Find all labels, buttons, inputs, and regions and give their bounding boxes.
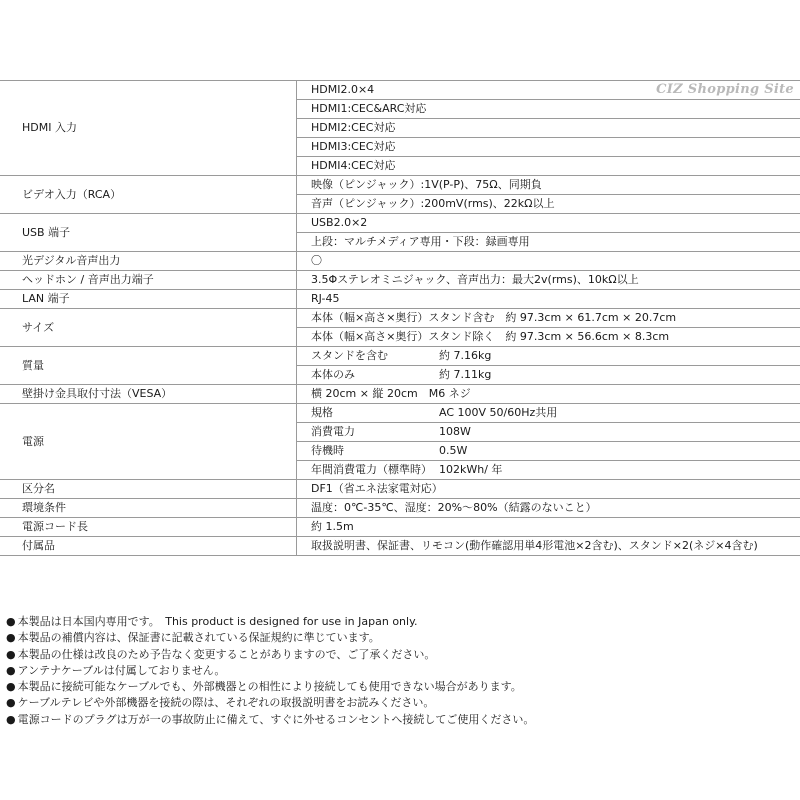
spec-value <box>297 480 800 499</box>
spec-label: 質量 <box>0 347 297 385</box>
spec-row <box>0 252 800 271</box>
spec-value <box>297 176 800 195</box>
notes-list <box>6 614 534 728</box>
spec-value-text: HDMI4:CEC対応 <box>311 159 396 172</box>
note-item: ● 本製品に接続可能なケーブルでも、外部機器との相性により接続しても使用できない場合があります。 <box>6 679 534 695</box>
spec-value-text: 映像（ピンジャック）:1V(P-P)、75Ω、同期負 <box>311 178 542 191</box>
spec-label: 電源コード長 <box>0 518 297 537</box>
spec-value <box>297 233 800 252</box>
spec-sub-label: 規格 <box>311 406 333 419</box>
spec-value <box>297 423 800 442</box>
spec-value <box>297 537 800 556</box>
spec-value <box>297 271 800 290</box>
spec-value <box>297 442 800 461</box>
spec-value-text: 約 7.11kg <box>439 368 492 381</box>
spec-label: LAN 端子 <box>0 290 297 309</box>
spec-value <box>297 214 800 233</box>
spec-value-text: 本体（幅×高さ×奥行）スタンド除く 約 97.3cm × 56.6cm × 8.3cm <box>311 330 670 343</box>
spec-sub-label: 本体のみ <box>311 368 355 381</box>
spec-value-text: 本体（幅×高さ×奥行）スタンド含む 約 97.3cm × 61.7cm × 20.7cm <box>311 311 677 324</box>
spec-value <box>297 347 800 366</box>
spec-row <box>0 385 800 404</box>
spec-sub-label: 消費電力 <box>311 425 355 438</box>
spec-value <box>297 290 800 309</box>
spec-value <box>297 138 800 157</box>
spec-value <box>297 309 800 328</box>
spec-value-text: 音声（ピンジャック）:200mV(rms)、22kΩ以上 <box>311 197 555 210</box>
spec-row <box>0 214 800 233</box>
spec-value-text: 約 7.16kg <box>439 349 492 362</box>
spec-row <box>0 176 800 195</box>
spec-value-text: USB2.0×2 <box>311 216 368 229</box>
spec-value-text: 温度：0℃-35℃、湿度：20%～80%（結露のないこと） <box>311 501 597 514</box>
spec-value-text: 102kWh/ 年 <box>439 463 503 476</box>
spec-row <box>0 309 800 328</box>
spec-value-text: HDMI1:CEC&ARC対応 <box>311 102 427 115</box>
spec-sub-label: 年間消費電力（標準時） <box>311 463 432 476</box>
note-item: ● 電源コードのプラグは万が一の事故防止に備えて、すぐに外せるコンセントへ接続してご使用ください。 <box>6 712 534 728</box>
spec-value <box>297 252 800 271</box>
spec-label: ビデオ入力（RCA） <box>0 176 297 214</box>
spec-row <box>0 404 800 423</box>
spec-value <box>297 518 800 537</box>
spec-label: サイズ <box>0 309 297 347</box>
spec-row <box>0 347 800 366</box>
spec-value <box>297 366 800 385</box>
spec-value-text: 横 20cm × 縦 20cm M6 ネジ <box>311 387 471 400</box>
note-item: ● アンテナケーブルは付属しておりません。 <box>6 663 534 679</box>
spec-value-text: 3.5Φステレオミニジャック、音声出力：最大2v(rms)、10kΩ以上 <box>311 273 639 286</box>
spec-value <box>297 81 800 100</box>
spec-value-text: 0.5W <box>439 444 468 457</box>
spec-value-text: 約 1.5m <box>311 520 354 533</box>
spec-value <box>297 404 800 423</box>
spec-value-text: DF1（省エネ法家電対応） <box>311 482 443 495</box>
spec-value <box>297 328 800 347</box>
spec-row <box>0 480 800 499</box>
spec-label: 付属品 <box>0 537 297 556</box>
spec-value-text: AC 100V 50/60Hz共用 <box>439 406 558 419</box>
spec-value <box>297 100 800 119</box>
spec-label: USB 端子 <box>0 214 297 252</box>
spec-row <box>0 537 800 556</box>
spec-label: HDMI 入力 <box>0 81 297 176</box>
note-item: ● 本製品は日本国内専用です。 This product is designed for use in Japan only. <box>6 614 534 630</box>
note-item: ● 本製品の仕様は改良のため予告なく変更することがありますので、ご了承ください。 <box>6 647 534 663</box>
spec-value-text: 108W <box>439 425 471 438</box>
spec-value-text: 〇 <box>311 254 322 267</box>
watermark: CIZ Shopping Site <box>656 82 794 97</box>
spec-value-text: HDMI2.0×4 <box>311 83 375 96</box>
spec-value-text: 取扱説明書、保証書、リモコン(動作確認用単4形電池×2含む)、スタンド×2(ネジ×4含む) <box>311 539 758 552</box>
spec-label: ヘッドホン / 音声出力端子 <box>0 271 297 290</box>
spec-label: 区分名 <box>0 480 297 499</box>
spec-value <box>297 499 800 518</box>
spec-row <box>0 518 800 537</box>
spec-value <box>297 119 800 138</box>
spec-value-text: HDMI3:CEC対応 <box>311 140 396 153</box>
spec-value-text: HDMI2:CEC対応 <box>311 121 396 134</box>
spec-label: 環境条件 <box>0 499 297 518</box>
spec-value-text: RJ-45 <box>311 292 340 305</box>
spec-value <box>297 195 800 214</box>
note-item: ● ケーブルテレビや外部機器を接続の際は、それぞれの取扱説明書をお読みください。 <box>6 695 534 711</box>
spec-value <box>297 461 800 480</box>
spec-sub-label: スタンドを含む <box>311 349 388 362</box>
spec-label: 電源 <box>0 404 297 480</box>
spec-sub-label: 待機時 <box>311 444 344 457</box>
spec-row <box>0 81 800 100</box>
spec-value <box>297 157 800 176</box>
spec-label: 壁掛け金具取付寸法（VESA） <box>0 385 297 404</box>
spec-label: 光デジタル音声出力 <box>0 252 297 271</box>
spec-value-text: 上段：マルチメディア専用・下段：録画専用 <box>311 235 530 248</box>
spec-value <box>297 385 800 404</box>
spec-row <box>0 271 800 290</box>
spec-table <box>0 80 800 556</box>
note-item: ● 本製品の補償内容は、保証書に記載されている保証規約に準じています。 <box>6 630 534 646</box>
spec-row <box>0 499 800 518</box>
spec-row <box>0 290 800 309</box>
